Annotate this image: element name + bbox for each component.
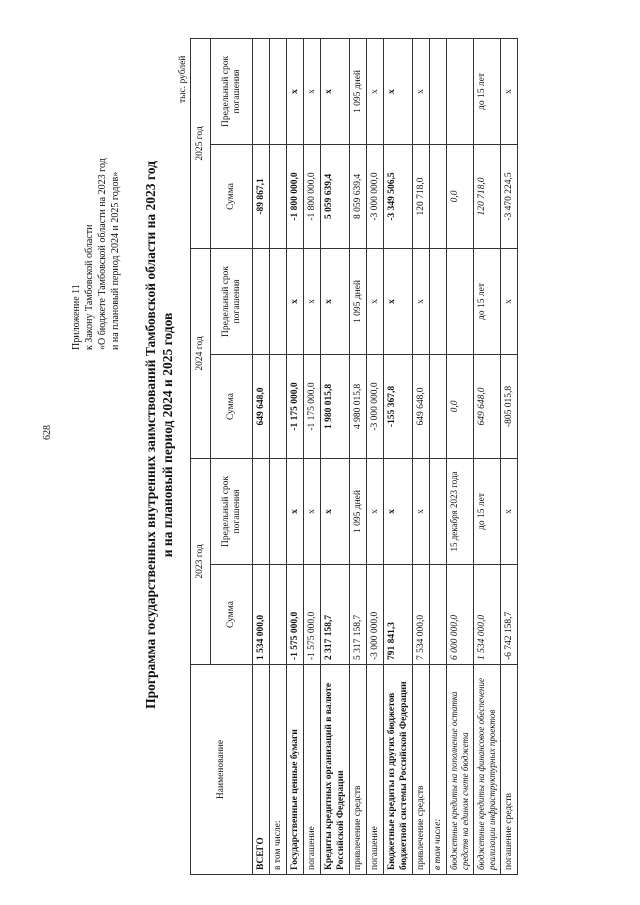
term-2025: до 15 лет [474, 38, 501, 144]
sum-2024 [430, 354, 447, 458]
term-2025: x [321, 38, 350, 144]
table-row [270, 38, 287, 874]
sum-2024: 649 648,0 [413, 354, 430, 458]
sum-2025: -3 000 000,0 [367, 144, 384, 248]
row-name: Кредиты кредитных организаций в валюте Российской Федерации [321, 665, 350, 875]
table-row [501, 38, 518, 874]
term-2023: 1 095 дней [350, 458, 367, 564]
header-sum: Сумма [211, 565, 253, 665]
table-row [321, 38, 350, 874]
sum-2024: -1 175 000,0 [304, 354, 321, 458]
sum-2025: 8 059 639,4 [350, 144, 367, 248]
term-2023: до 15 лет [474, 458, 501, 564]
title-line: и на плановый период 2024 и 2025 годов [160, 312, 175, 558]
sum-2024: 1 980 015,8 [321, 354, 350, 458]
term-2024 [270, 248, 287, 354]
term-2024 [430, 248, 447, 354]
row-name: ВСЕГО [253, 665, 270, 875]
row-name: привлечение средств [350, 665, 367, 875]
sum-2023: -1 575 000,0 [287, 565, 304, 665]
sum-2025 [430, 144, 447, 248]
sum-2025: -89 867,1 [253, 144, 270, 248]
sum-2025: 5 059 639,4 [321, 144, 350, 248]
sum-2025: -3 349 506,5 [384, 144, 413, 248]
term-2023: x [304, 458, 321, 564]
header-term: Предельный срок погашения [211, 38, 253, 144]
annex-line: Приложение 11 [71, 284, 82, 350]
sum-2025: 0,0 [447, 144, 474, 248]
sum-2023: -1 575 000,0 [304, 565, 321, 665]
term-2025: x [501, 38, 518, 144]
header-year-2023: 2023 год [191, 458, 211, 664]
sum-2025: -1 800 000,0 [304, 144, 321, 248]
sum-2024: -1 175 000,0 [287, 354, 304, 458]
term-2024: до 15 лет [474, 248, 501, 354]
term-2025: x [287, 38, 304, 144]
row-name: в том числе: [270, 665, 287, 875]
term-2025: x [367, 38, 384, 144]
document-title [142, 85, 176, 785]
unit-label: тыс. рублей [178, 55, 188, 103]
table-row [447, 38, 474, 874]
table-row [367, 38, 384, 874]
term-2024 [447, 248, 474, 354]
annex-note [70, 158, 122, 350]
annex-line: и на плановый период 2024 и 2025 годов» [110, 171, 121, 350]
term-2024 [253, 248, 270, 354]
header-name: Наименование [191, 665, 253, 875]
sum-2024: 0,0 [447, 354, 474, 458]
term-2024: x [321, 248, 350, 354]
sum-2023: 5 317 158,7 [350, 565, 367, 665]
term-2025: x [413, 38, 430, 144]
sum-2023: -6 742 158,7 [501, 565, 518, 665]
sum-2025: -1 800 000,0 [287, 144, 304, 248]
sum-2023: 1 534 000,0 [474, 565, 501, 665]
sum-2025: 120 718,0 [474, 144, 501, 248]
term-2025 [430, 38, 447, 144]
title-line: Программа государственных внутренних заимствований Тамбовской области на 2023 год [143, 161, 158, 709]
borrowing-table [190, 38, 518, 875]
page-number: 628 [42, 425, 53, 440]
sum-2024: -805 015,8 [501, 354, 518, 458]
header-year-2024: 2024 год [191, 248, 211, 458]
row-name: погашение средств [501, 665, 518, 875]
term-2024: 1 095 дней [350, 248, 367, 354]
table-row [304, 38, 321, 874]
header-sum: Сумма [211, 354, 253, 458]
term-2023: x [501, 458, 518, 564]
sum-2023: 6 000 000,0 [447, 565, 474, 665]
term-2024: x [413, 248, 430, 354]
sum-2024: -155 367,8 [384, 354, 413, 458]
term-2023 [430, 458, 447, 564]
sum-2025 [270, 144, 287, 248]
row-name: в том числе: [430, 665, 447, 875]
row-name: привлечение средств [413, 665, 430, 875]
term-2025 [447, 38, 474, 144]
row-name: погашение [367, 665, 384, 875]
annex-line: к Закону Тамбовской области [84, 224, 95, 350]
term-2023: x [287, 458, 304, 564]
sum-2024: 649 648,0 [474, 354, 501, 458]
term-2023: x [321, 458, 350, 564]
term-2024: x [304, 248, 321, 354]
term-2024: x [287, 248, 304, 354]
table-row [287, 38, 304, 874]
table-row [474, 38, 501, 874]
term-2024: x [367, 248, 384, 354]
term-2025 [270, 38, 287, 144]
header-term: Предельный срок погашения [211, 458, 253, 564]
table-row [350, 38, 367, 874]
sum-2023: 1 534 000,0 [253, 565, 270, 665]
header-term: Предельный срок погашения [211, 248, 253, 354]
sum-2024: 649 648,0 [253, 354, 270, 458]
term-2025: x [304, 38, 321, 144]
sum-2023: 791 841,3 [384, 565, 413, 665]
term-2025 [253, 38, 270, 144]
row-name: бюджетные кредиты на пополнение остатка средств на едином счете бюджета [447, 665, 474, 875]
header-year-2025: 2025 год [191, 38, 211, 248]
sum-2025: -3 470 224,5 [501, 144, 518, 248]
sum-2025: 120 718,0 [413, 144, 430, 248]
sum-2023 [430, 565, 447, 665]
term-2025: x [384, 38, 413, 144]
term-2023 [270, 458, 287, 564]
term-2023: x [384, 458, 413, 564]
annex-line: «О бюджете Тамбовской области на 2023 год [97, 158, 108, 350]
term-2024: x [384, 248, 413, 354]
sum-2024 [270, 354, 287, 458]
sum-2023 [270, 565, 287, 665]
term-2023 [253, 458, 270, 564]
sum-2023: 7 534 000,0 [413, 565, 430, 665]
header-sum: Сумма [211, 144, 253, 248]
sum-2023: -3 000 000,0 [367, 565, 384, 665]
table-row [253, 38, 270, 874]
table-row [413, 38, 430, 874]
row-name: погашение [304, 665, 321, 875]
term-2023: x [367, 458, 384, 564]
row-name: Бюджетные кредиты из других бюджетов бюджетной системы Российской Федерации [384, 665, 413, 875]
row-name: Государственные ценные бумаги [287, 665, 304, 875]
term-2025: 1 095 дней [350, 38, 367, 144]
term-2024: x [501, 248, 518, 354]
sum-2023: 2 317 158,7 [321, 565, 350, 665]
term-2023: 15 декабря 2023 года [447, 458, 474, 564]
sum-2024: 4 980 015,8 [350, 354, 367, 458]
row-name: бюджетные кредиты на финансовое обеспечение реализации инфраструктурных проектов [474, 665, 501, 875]
table-row [430, 38, 447, 874]
sum-2024: -3 000 000,0 [367, 354, 384, 458]
term-2023: x [413, 458, 430, 564]
table-row [384, 38, 413, 874]
